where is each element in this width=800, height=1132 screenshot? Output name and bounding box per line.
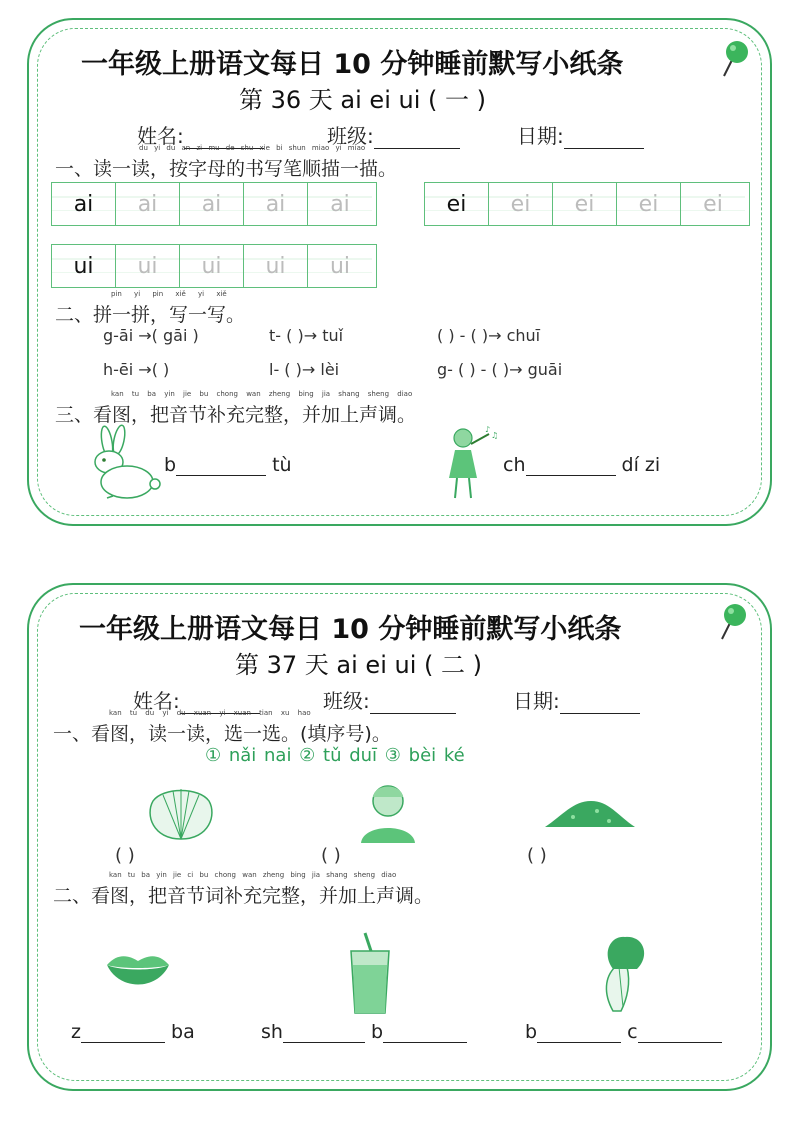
sheet-subtitle: 第 36 天 ai ei ui ( 一 )	[239, 86, 486, 114]
grid-cell-trace[interactable]: ai	[116, 183, 180, 225]
grid-cell-trace[interactable]: ei	[553, 183, 617, 225]
grid-cell-trace[interactable]: ai	[244, 183, 308, 225]
lips-icon	[105, 947, 171, 993]
q2-pinyin: kan tu ba yin jie ci bu chong wan zheng bing jia shang sheng diao	[109, 871, 397, 879]
sheet-title: 一年级上册语文每日 10 分钟睡前默写小纸条	[81, 49, 624, 80]
q1-answer-blank[interactable]: ( )	[115, 845, 135, 866]
prefix-text: ch	[503, 454, 526, 476]
date-field[interactable]	[513, 685, 640, 714]
juice-glass-icon	[345, 931, 395, 1017]
q1-answer-blank[interactable]: ( )	[527, 845, 547, 866]
q2-text: 二、拼一拼，写一写。	[55, 304, 246, 326]
prefix-text: b	[164, 454, 177, 476]
q2-item[interactable]: l- ( )→ lèi	[269, 360, 340, 379]
grid-cell-trace[interactable]: ei	[489, 183, 553, 225]
suffix-text: dí zi	[621, 454, 661, 476]
grid-cell-trace[interactable]: ai	[308, 183, 372, 225]
prefix-text: b	[525, 1021, 538, 1043]
pushpin-icon	[713, 601, 747, 641]
q3-item-2[interactable]	[503, 454, 660, 476]
pushpin-icon	[715, 38, 749, 78]
suffix-text: ba	[171, 1021, 195, 1043]
q2-text: 二、看图，把音节词补充完整，并加上声调。	[53, 885, 434, 907]
rabbit-icon	[77, 424, 161, 502]
q2-item-3[interactable]	[525, 1021, 722, 1043]
class-label: 班级:	[323, 689, 370, 713]
q1-choices: ① nǎi nai ② tǔ duī ③ bèi ké	[205, 745, 465, 766]
girl-flute-icon	[441, 424, 497, 504]
prefix-text: z	[71, 1021, 81, 1043]
grid-cell-trace[interactable]: ui	[180, 245, 244, 287]
suffix-text: tù	[272, 454, 292, 476]
grid-cell-trace[interactable]: ai	[180, 183, 244, 225]
grid-cell-main: ai	[52, 183, 116, 225]
grid-cell-trace[interactable]: ei	[617, 183, 681, 225]
grandma-icon	[353, 779, 423, 845]
q1-answer-blank[interactable]: ( )	[321, 845, 341, 866]
grid-cell-trace[interactable]: ui	[116, 245, 180, 287]
q3-item-1[interactable]	[164, 454, 292, 476]
q3-pinyin: kan tu ba yin jie bu chong wan zheng bing jia shang sheng diao	[111, 390, 413, 398]
svg-text:♫: ♫	[491, 431, 499, 440]
grid-cell-trace[interactable]: ui	[308, 245, 372, 287]
q2-item[interactable]: h-ēi →( )	[103, 360, 170, 379]
q2-item[interactable]: g- ( ) - ( )→ guāi	[437, 360, 563, 379]
name-label: 姓名:	[137, 124, 184, 148]
grid-cell-trace[interactable]: ei	[681, 183, 745, 225]
q2-example: g-āi →( gāi )	[103, 326, 199, 345]
worksheet-card-37	[27, 583, 772, 1091]
q2-pinyin: pin yi pin xiě yi xiě	[111, 290, 227, 298]
q1-text: 一、看图，读一读，选一选。(填序号)。	[53, 723, 391, 745]
date-label: 日期:	[517, 124, 564, 148]
date-label: 日期:	[513, 689, 560, 713]
q2-item[interactable]: ( ) - ( )→ chuī	[437, 326, 541, 345]
suffix-text: b	[371, 1021, 384, 1043]
q1-text: 一、读一读，按字母的书写笔顺描一描。	[55, 158, 398, 180]
writing-grid-ei	[424, 182, 750, 226]
suffix-text: c	[627, 1021, 638, 1043]
writing-grid-ui	[51, 244, 377, 288]
dirt-pile-icon	[543, 797, 637, 831]
q1-pinyin: du yi du an zi mu de shu xie bi shun miao yi miao	[139, 144, 366, 152]
svg-text:♪: ♪	[485, 425, 491, 434]
q2-item[interactable]: t- ( )→ tuǐ	[269, 326, 344, 345]
grid-cell-main: ei	[425, 183, 489, 225]
name-label: 姓名:	[133, 689, 180, 713]
prefix-text: sh	[261, 1021, 283, 1043]
sheet-subtitle: 第 37 天 ai ei ui ( 二 )	[235, 651, 482, 679]
q1-pinyin: kan tu du yi du xuan yi xuan tian xu hao	[109, 709, 311, 717]
date-field[interactable]	[517, 120, 644, 149]
q3-text: 三、看图，把音节补充完整，并加上声调。	[55, 404, 417, 426]
grid-cell-main: ui	[52, 245, 116, 287]
writing-grid-ai	[51, 182, 377, 226]
shell-icon	[143, 785, 219, 841]
worksheet-card-36	[27, 18, 772, 526]
q2-item-2[interactable]	[261, 1021, 467, 1043]
sheet-title: 一年级上册语文每日 10 分钟睡前默写小纸条	[79, 614, 622, 645]
q2-item-1[interactable]	[71, 1021, 195, 1043]
class-label: 班级:	[327, 124, 374, 148]
class-field[interactable]	[323, 685, 456, 714]
grid-cell-trace[interactable]: ui	[244, 245, 308, 287]
cabbage-icon	[597, 933, 653, 1013]
